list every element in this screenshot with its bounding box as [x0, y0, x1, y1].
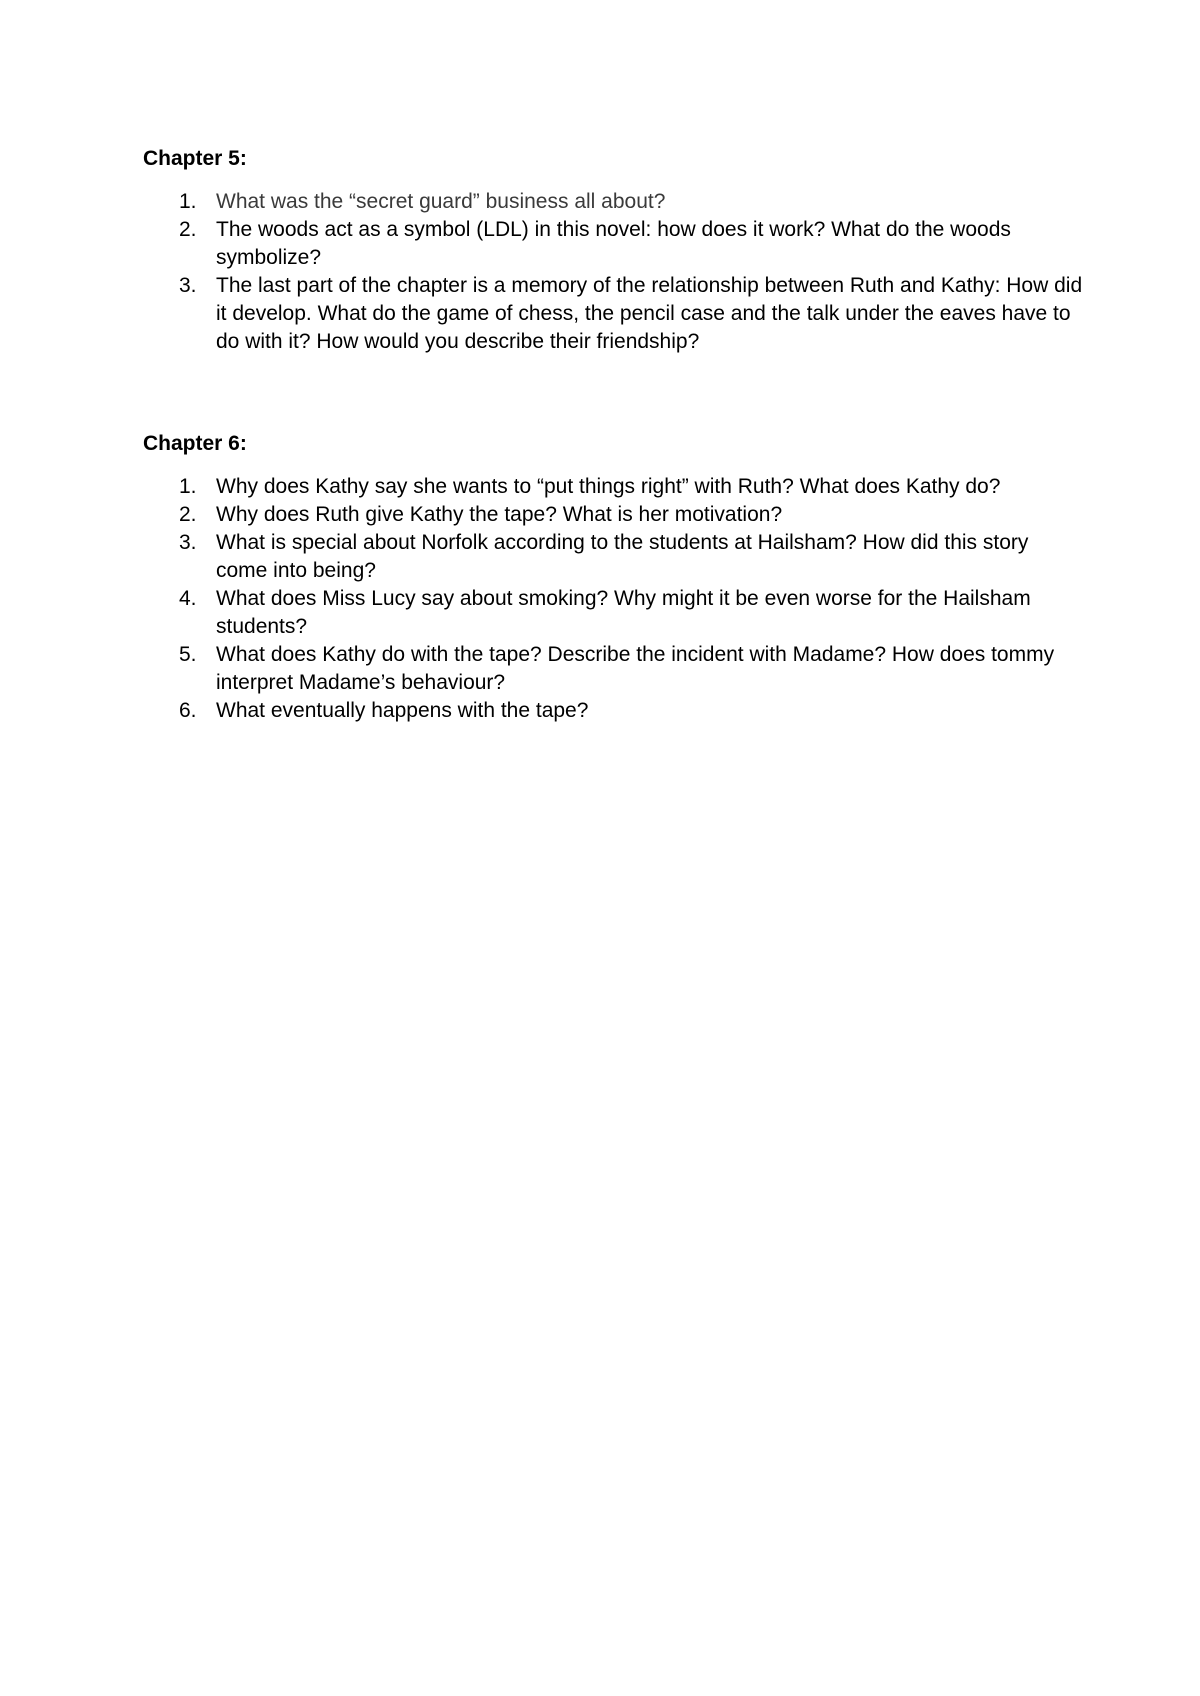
- question-list: [143, 188, 1083, 356]
- list-number: 6.: [179, 699, 197, 722]
- list-item: [143, 272, 1083, 356]
- question-text: What does Miss Lucy say about smoking? Why might it be even worse for the Hailsham students?: [216, 587, 1031, 638]
- list-number: 1.: [179, 190, 197, 213]
- list-item: [143, 216, 1083, 272]
- question-text: What was the “secret guard” business all about?: [216, 190, 666, 213]
- chapter-5-section: [143, 145, 1083, 356]
- question-text: What does Kathy do with the tape? Describe the incident with Madame? How does tommy interpret Madame’s behaviour?: [216, 643, 1055, 694]
- question-text: Why does Ruth give Kathy the tape? What is her motivation?: [216, 503, 783, 526]
- list-number: 4.: [179, 587, 197, 610]
- list-item: [143, 585, 1083, 641]
- list-item: [143, 529, 1083, 585]
- question-text: The last part of the chapter is a memory of the relationship between Ruth and Kathy: How did it develop. What do the game of chess, the pencil case and the talk under the eaves have to do with it? How would you describe their friendship?: [216, 274, 1083, 353]
- list-number: 3.: [179, 531, 197, 554]
- chapter-6-section: [143, 430, 1083, 725]
- list-item: [143, 697, 1083, 725]
- question-text: The woods act as a symbol (LDL) in this novel: how does it work? What do the woods symbolize?: [216, 218, 1011, 269]
- list-number: 2.: [179, 218, 197, 241]
- list-item: [143, 501, 1083, 529]
- chapter-heading: Chapter 5:: [143, 147, 247, 170]
- question-list: [143, 473, 1083, 725]
- list-number: 3.: [179, 274, 197, 297]
- question-text: What eventually happens with the tape?: [216, 699, 589, 722]
- question-text: What is special about Norfolk according to the students at Hailsham? How did this story come into being?: [216, 531, 1029, 582]
- list-number: 2.: [179, 503, 197, 526]
- chapter-heading: Chapter 6:: [143, 432, 247, 455]
- question-text: Why does Kathy say she wants to “put things right” with Ruth? What does Kathy do?: [216, 475, 1001, 498]
- list-item: [143, 188, 1083, 216]
- list-number: 1.: [179, 475, 197, 498]
- list-item: [143, 473, 1083, 501]
- list-item: [143, 641, 1083, 697]
- list-number: 5.: [179, 643, 197, 666]
